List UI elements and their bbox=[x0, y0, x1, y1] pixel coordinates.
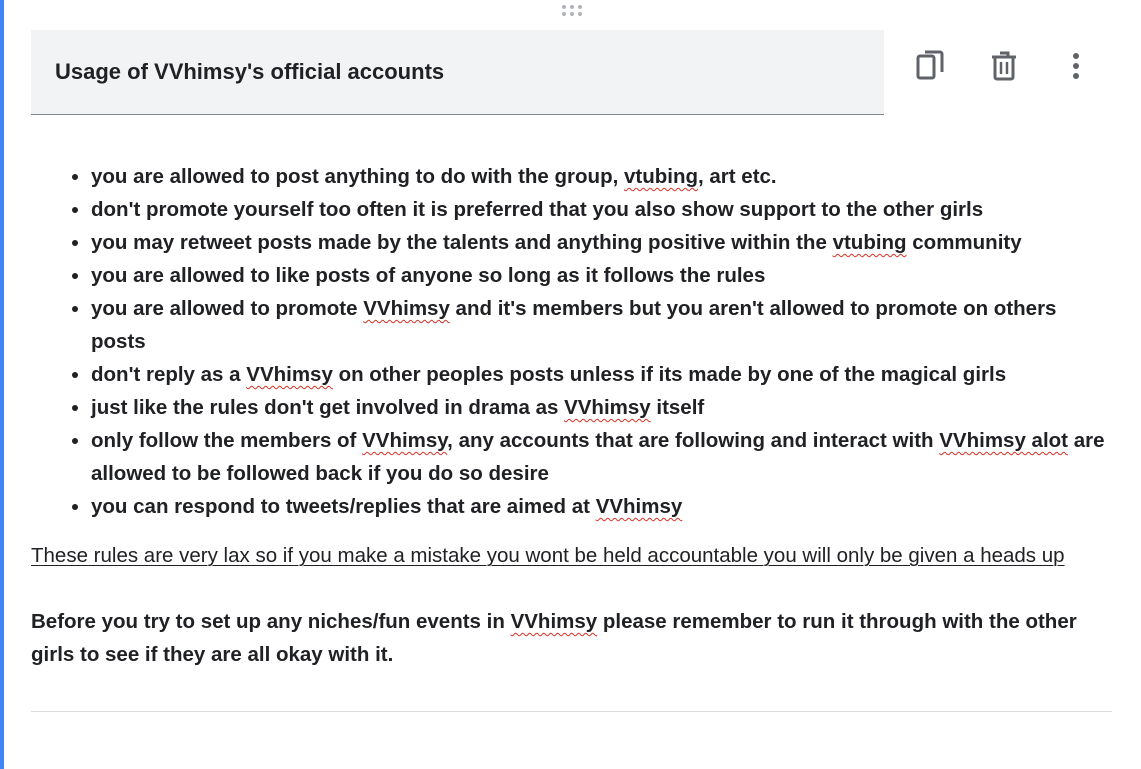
description-underline bbox=[31, 711, 1112, 712]
events-reminder: Before you try to set up any niches/fun events in VVhimsy please remember to run it through with the other girls to see if they are all okay with it. bbox=[31, 610, 1077, 666]
more-vert-icon bbox=[1072, 52, 1080, 80]
leniency-note: These rules are very lax so if you make a mistake you wont be held accountable you will only be given a heads up bbox=[31, 544, 1065, 567]
rule-item: • just like the rules don't get involved in drama as VVhimsy itself bbox=[91, 391, 1111, 424]
active-section-indicator bbox=[0, 0, 4, 769]
spellcheck-word: vtubing bbox=[624, 165, 699, 188]
section-title: Usage of VVhimsy's official accounts bbox=[55, 59, 445, 84]
copy-icon bbox=[916, 50, 944, 82]
spellcheck-word: VVhimsy bbox=[564, 396, 651, 419]
drag-handle-icon[interactable] bbox=[562, 5, 584, 19]
rule-item: • don't reply as a VVhimsy on other peoples posts unless if its made by one of the magical girls bbox=[91, 358, 1111, 391]
spellcheck-word: vtubing bbox=[832, 231, 907, 254]
spellcheck-word: VVhimsy bbox=[363, 297, 450, 320]
spellcheck-word: VVhimsy bbox=[595, 495, 683, 518]
rule-item: • you are allowed to post anything to do with the group, vtubing, art etc. bbox=[91, 160, 1111, 193]
rule-item: • only follow the members of VVhimsy, any accounts that are following and interact with VVhimsy alot are allowed to be followed back if you do so desire bbox=[91, 424, 1111, 490]
rule-item: • you are allowed to like posts of anyone so long as it follows the rules bbox=[91, 259, 1111, 292]
duplicate-button[interactable] bbox=[908, 44, 952, 88]
rule-item: • don't promote yourself too often it is preferred that you also show support to the other girls bbox=[91, 193, 1111, 226]
section-description[interactable] bbox=[31, 160, 1111, 671]
spellcheck-word: VVhimsy bbox=[246, 363, 333, 386]
rule-item: • you can respond to tweets/replies that are aimed at VVhimsy bbox=[91, 490, 1111, 523]
rules-list bbox=[31, 160, 1111, 523]
delete-button[interactable] bbox=[982, 44, 1026, 88]
spellcheck-word: VVhimsy bbox=[510, 610, 598, 633]
section-title-field[interactable] bbox=[31, 30, 884, 115]
rule-item: • you may retweet posts made by the talents and anything positive within the vtubing community bbox=[91, 226, 1111, 259]
more-options-button[interactable] bbox=[1054, 44, 1098, 88]
spellcheck-word: VVhimsy bbox=[362, 429, 448, 452]
rule-item: • you are allowed to promote VVhimsy and it's members but you aren't allowed to promote on others posts bbox=[91, 292, 1111, 358]
spellcheck-word: VVhimsy alot bbox=[939, 429, 1068, 452]
trash-icon bbox=[991, 51, 1017, 81]
